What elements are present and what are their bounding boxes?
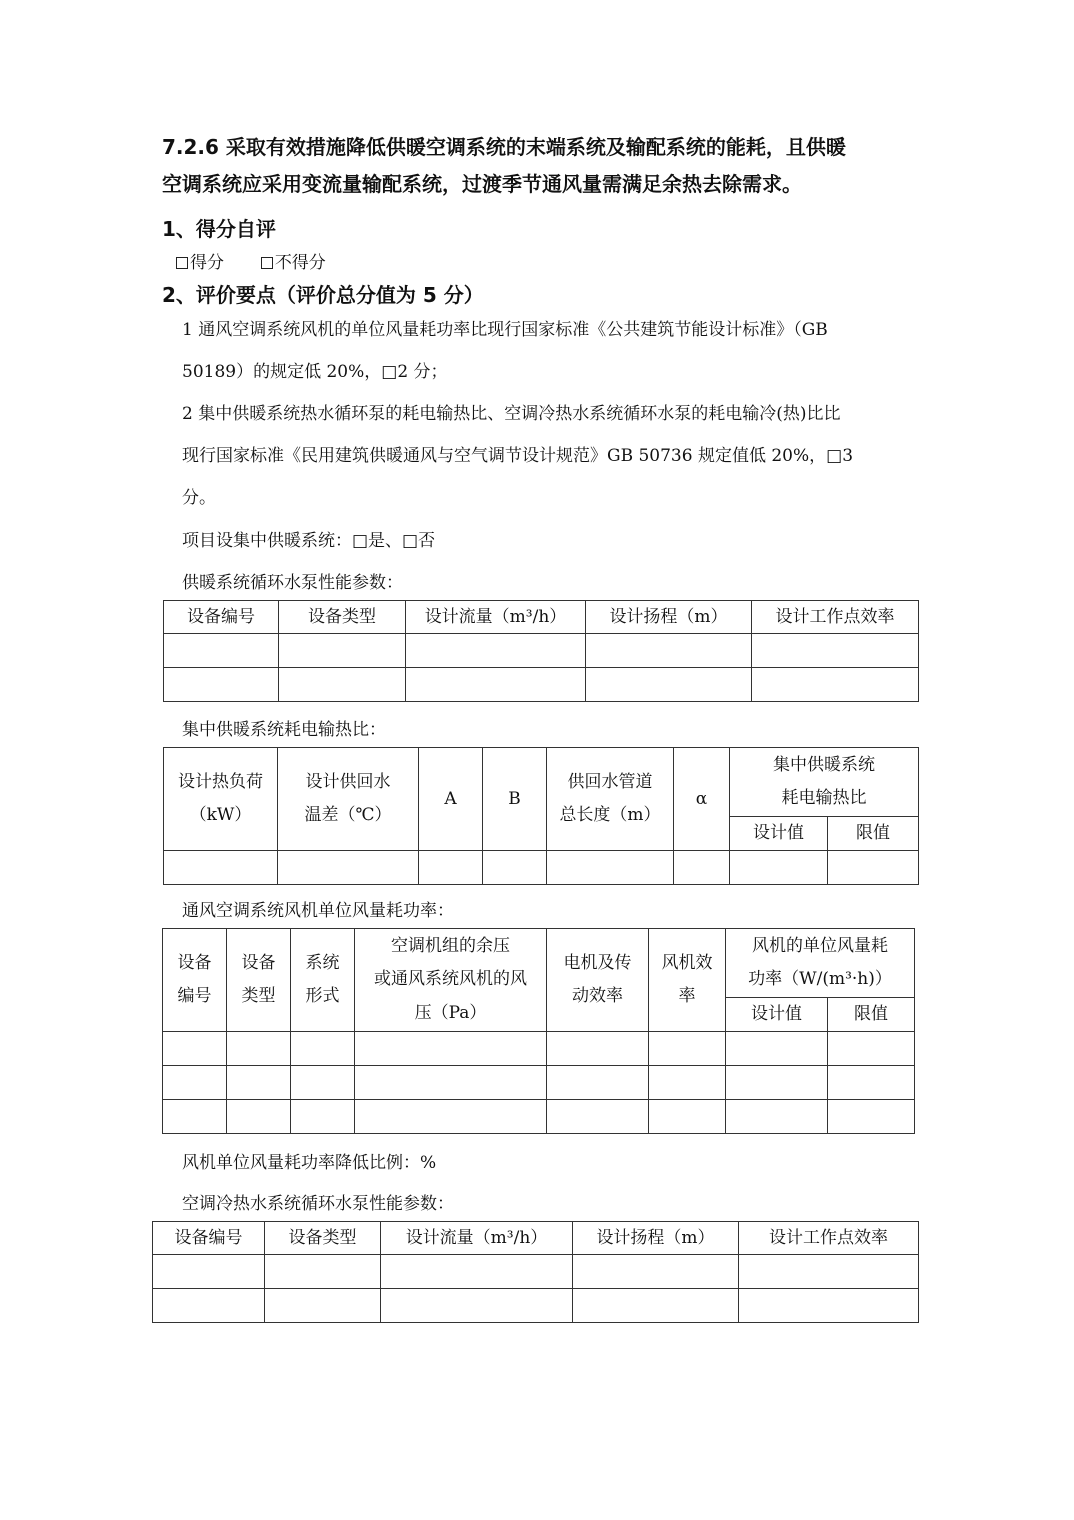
header-cell-motor: 电机及传 动效率 [547, 929, 649, 1032]
header-cell: 设计流量（m³/h） [381, 1222, 573, 1255]
table-cell[interactable] [573, 1289, 739, 1323]
table-cell[interactable] [381, 1289, 573, 1323]
table-cell[interactable] [547, 851, 674, 885]
table-header-row [163, 929, 915, 998]
table-cell[interactable] [163, 1066, 227, 1100]
table-row [163, 1032, 915, 1066]
heating-pump-table [163, 600, 919, 702]
table-cell[interactable] [355, 1066, 547, 1100]
table4-caption: 空调冷热水系统循环水泵性能参数： [182, 1194, 454, 1214]
reduction-ratio-line: 风机单位风量耗功率降低比例：% [182, 1153, 437, 1173]
table-cell[interactable] [381, 1255, 573, 1289]
header-cell-load: 设计热负荷 （kW） [164, 748, 278, 851]
header-cell-limit: 限值 [828, 998, 915, 1032]
table-cell[interactable] [547, 1032, 649, 1066]
header-cell-a: A [419, 748, 483, 851]
table-header-row [153, 1222, 919, 1255]
table-cell[interactable] [227, 1066, 291, 1100]
table-cell[interactable] [227, 1100, 291, 1134]
header-cell-alpha: α [674, 748, 730, 851]
header-cell-ratio: 集中供暖系统 耗电输热比 [730, 748, 919, 817]
table-cell[interactable] [163, 1032, 227, 1066]
header-cell-b: B [483, 748, 547, 851]
table-cell[interactable] [279, 634, 406, 668]
header-cell-temp-diff: 设计供回水 温差（℃） [278, 748, 419, 851]
table-cell[interactable] [726, 1032, 828, 1066]
header-cell: 设计扬程（m） [586, 601, 752, 634]
table-cell[interactable] [163, 1100, 227, 1134]
table-cell[interactable] [586, 668, 752, 702]
table-cell[interactable] [153, 1255, 265, 1289]
table3-caption: 通风空调系统风机单位风量耗功率： [182, 901, 454, 921]
header-cell-pressure: 空调机组的余压 或通风系统风机的风 压（Pa） [355, 929, 547, 1032]
header-cell: 设计工作点效率 [752, 601, 919, 634]
header-cell: 设备类型 [265, 1222, 381, 1255]
table-cell[interactable] [406, 634, 586, 668]
header-cell: 设计流量（m³/h） [406, 601, 586, 634]
table-cell[interactable] [419, 851, 483, 885]
header-cell-id: 设备 编号 [163, 929, 227, 1032]
table-row [153, 1289, 919, 1323]
header-cell: 设计扬程（m） [573, 1222, 739, 1255]
header-cell: 设备类型 [279, 601, 406, 634]
table-row [164, 851, 919, 885]
table-cell[interactable] [726, 1066, 828, 1100]
heat-transfer-ratio-table [163, 747, 919, 885]
table-cell[interactable] [291, 1032, 355, 1066]
header-cell-limit: 限值 [828, 817, 919, 851]
table-row [163, 1066, 915, 1100]
points-title: 2、评价要点（评价总分值为 5 分） [162, 283, 484, 307]
point2-line2: 现行国家标准《民用建筑供暖通风与空气调节设计规范》GB 50736 规定值低 20%，□3 [182, 446, 854, 466]
table-cell[interactable] [291, 1100, 355, 1134]
table-cell[interactable] [828, 1100, 915, 1134]
table-cell[interactable] [828, 851, 919, 885]
table-cell[interactable] [649, 1032, 726, 1066]
table-cell[interactable] [164, 634, 279, 668]
table-cell[interactable] [739, 1289, 919, 1323]
point2-line1: 2 集中供暖系统热水循环泵的耗电输热比、空调冷热水系统循环水泵的耗电输冷(热)比比 [182, 404, 841, 424]
clause-heading-line2: 空调系统应采用变流量输配系统，过渡季节通风量需满足余热去除需求。 [162, 172, 802, 196]
self-eval-title: 1、得分自评 [162, 217, 276, 241]
table-cell[interactable] [828, 1066, 915, 1100]
table2-caption: 集中供暖系统耗电输热比： [182, 720, 386, 740]
table-cell[interactable] [586, 634, 752, 668]
table-header-row [164, 601, 919, 634]
point1-line2: 50189）的规定低 20%，□2 分； [182, 362, 448, 382]
clause-heading-line1: 7.2.6 采取有效措施降低供暖空调系统的末端系统及输配系统的能耗，且供暖 [162, 135, 846, 159]
table-cell[interactable] [828, 1032, 915, 1066]
table-cell[interactable] [739, 1255, 919, 1289]
score-checkbox[interactable] [176, 257, 188, 269]
table-cell[interactable] [726, 1100, 828, 1134]
header-cell: 设备编号 [153, 1222, 265, 1255]
table-cell[interactable] [227, 1032, 291, 1066]
table-row [153, 1255, 919, 1289]
table-row [164, 634, 919, 668]
table-cell[interactable] [265, 1289, 381, 1323]
table-cell[interactable] [649, 1100, 726, 1134]
no-score-label: 不得分 [274, 253, 326, 273]
table-cell[interactable] [355, 1032, 547, 1066]
table-cell[interactable] [153, 1289, 265, 1323]
table-row [163, 1100, 915, 1134]
no-score-checkbox[interactable] [261, 257, 273, 269]
point1-line1: 1 通风空调系统风机的单位风量耗功率比现行国家标准《公共建筑节能设计标准》（GB [182, 320, 828, 340]
header-cell-power: 风机的单位风量耗 功率（W/(m³·h)） [726, 929, 915, 998]
header-cell-pipe-length: 供回水管道 总长度（m） [547, 748, 674, 851]
table-cell[interactable] [752, 668, 919, 702]
fan-power-table [162, 928, 915, 1134]
table-cell[interactable] [291, 1066, 355, 1100]
header-cell: 设计工作点效率 [739, 1222, 919, 1255]
chilled-water-pump-table [152, 1221, 919, 1323]
table-header-row [164, 748, 919, 817]
central-heating-question: 项目设集中供暖系统：□是、□否 [182, 531, 436, 551]
table-cell[interactable] [406, 668, 586, 702]
table-cell[interactable] [547, 1100, 649, 1134]
header-cell: 设备编号 [164, 601, 279, 634]
table-cell[interactable] [573, 1255, 739, 1289]
table-cell[interactable] [164, 851, 278, 885]
header-cell-design: 设计值 [726, 998, 828, 1032]
table-cell[interactable] [278, 851, 419, 885]
table-cell[interactable] [355, 1100, 547, 1134]
header-cell-fan-eff: 风机效 率 [649, 929, 726, 1032]
table-cell[interactable] [279, 668, 406, 702]
point2-line3: 分。 [182, 488, 216, 508]
header-cell-form: 系统 形式 [291, 929, 355, 1032]
table-row [164, 668, 919, 702]
self-eval-options [176, 248, 326, 273]
score-label: 得分 [190, 253, 224, 273]
header-cell-type: 设备 类型 [227, 929, 291, 1032]
table-cell[interactable] [752, 634, 919, 668]
table-cell[interactable] [649, 1066, 726, 1100]
table-cell[interactable] [164, 668, 279, 702]
table-cell[interactable] [265, 1255, 381, 1289]
header-cell-design: 设计值 [730, 817, 828, 851]
table-cell[interactable] [674, 851, 730, 885]
table1-caption: 供暖系统循环水泵性能参数： [182, 573, 403, 593]
table-cell[interactable] [730, 851, 828, 885]
table-cell[interactable] [483, 851, 547, 885]
table-cell[interactable] [547, 1066, 649, 1100]
